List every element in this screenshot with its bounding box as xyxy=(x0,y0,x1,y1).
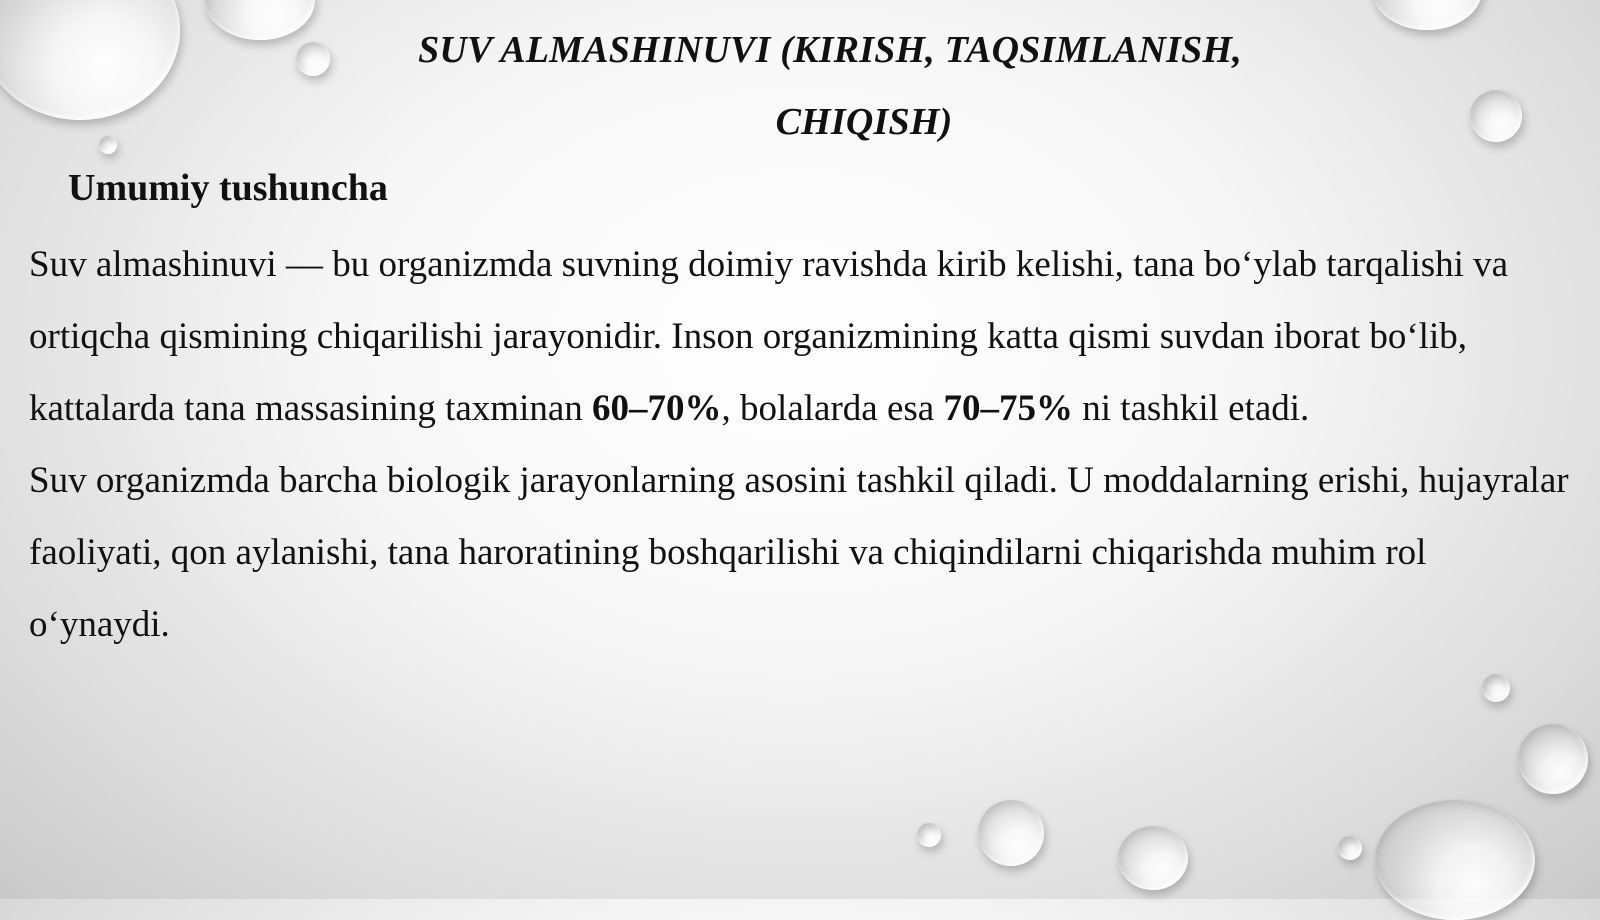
child-water-percentage: 70–75% xyxy=(943,388,1073,429)
paragraph-1-text-b: , bolalarda esa xyxy=(721,388,944,429)
slide-title-line1: SUV ALMASHINUVI (KIRISH, TAQSIMLANISH, xyxy=(418,29,1242,71)
water-drop-decoration xyxy=(0,0,180,120)
adult-water-percentage: 60–70% xyxy=(592,388,722,429)
water-drop-decoration xyxy=(1118,826,1188,890)
water-drop-decoration xyxy=(917,823,941,847)
water-drop-decoration xyxy=(296,42,330,76)
paragraph-1-text-a: Suv almashinuvi — bu organizmda suvning doimiy ravishda kirib kelishi, tana bo‘ylab tarqalishi va ortiqcha qismining chiqarilishi jarayonidir. Inson organizmining katta qismi suvdan iborat bo‘lib, kattalarda tana massasining taxminan xyxy=(29,244,1509,429)
paragraph-1-text-c: ni tashkil etadi. xyxy=(1072,388,1310,429)
paragraph-2: Suv organizmda barcha biologik jarayonlarning asosini tashkil qiladi. U moddalarning erishi, hujayralar faoliyati, qon aylanishi, tana haroratining boshqarilishi va chiqindilarni chiqarishda muhim rol o‘ynaydi. xyxy=(29,460,1569,645)
section-subtitle: Umumiy tushuncha xyxy=(68,167,388,209)
slide-title xyxy=(330,14,1330,158)
water-drop-decoration xyxy=(1372,0,1482,30)
slide-title-line2: CHIQISH) xyxy=(775,101,953,143)
water-drop-decoration xyxy=(99,136,117,154)
paragraph-1 xyxy=(29,229,1574,445)
water-drop-decoration xyxy=(1470,90,1522,142)
water-drop-decoration xyxy=(205,0,315,40)
slide-body xyxy=(29,229,1574,661)
water-drop-decoration xyxy=(1375,800,1535,920)
water-drop-decoration xyxy=(978,800,1044,866)
water-drop-decoration xyxy=(1338,836,1362,860)
water-drop-decoration xyxy=(1518,724,1588,794)
water-drop-decoration xyxy=(1482,674,1510,702)
